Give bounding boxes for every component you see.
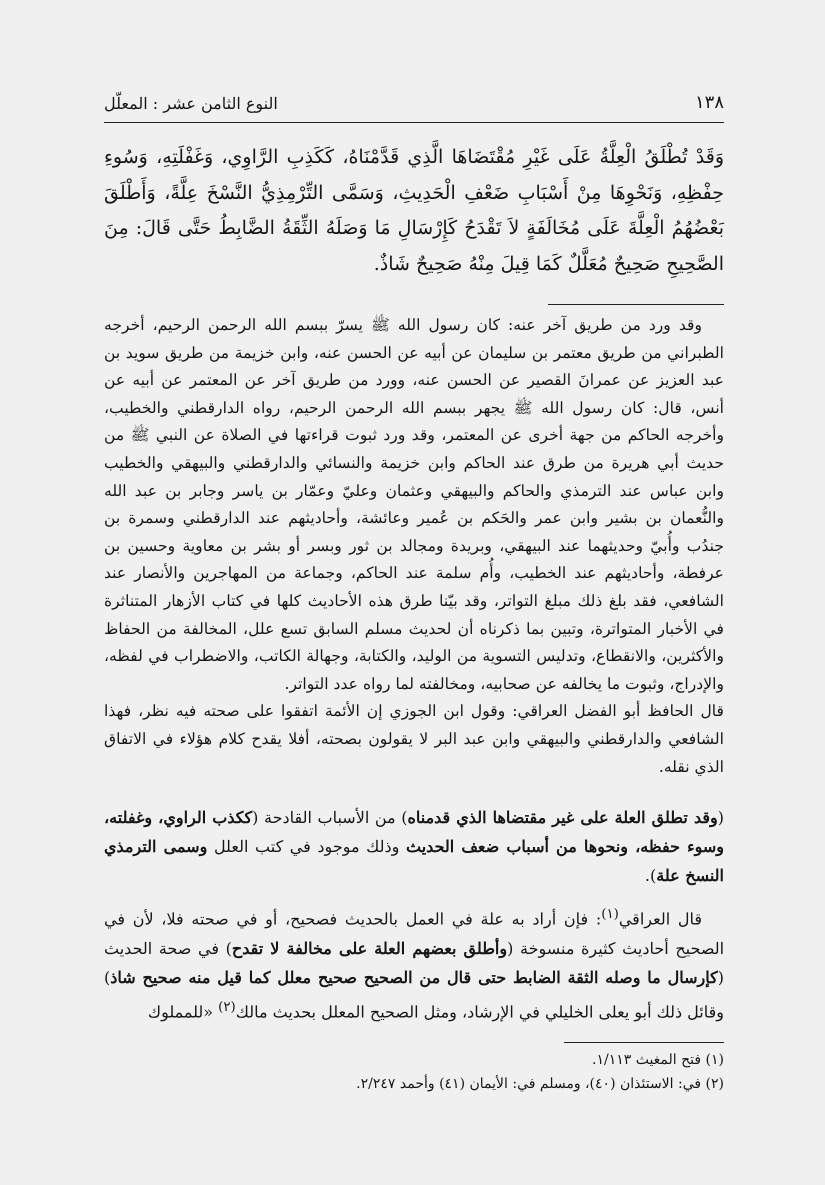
footnote: (١) فتح المغيث ١/١١٣. [592, 1052, 724, 1068]
quoted-text: وقد تطلق العلة على غير مقتضاها الذي قدمناه [407, 808, 718, 827]
commentary-paragraph-bold [104, 803, 724, 890]
text-run: وذلك موجود في كتب العلل [207, 837, 407, 856]
commentary-paragraph: قال الحافظ أبو الفضل العراقي: وقول ابن الجوزي إن الأئمة اتفقوا على صحته فيه نظر، فهذا الشافعي والدارقطني والبيهقي وابن عبد البر لا يقولون بصحته، أفلا يقدح كلام هؤلاء في الاتفاق الذي نقله. [104, 702, 724, 776]
page-header [104, 92, 724, 118]
footnote-ref[interactable]: (٢) [218, 999, 236, 1015]
footnote-ref[interactable]: (١) [601, 907, 619, 922]
text-run: : فإن أراد به علة في العمل بالحديث فصحيح، أو في صحته فلا، لأن في الصحيح أحاديث كثيرة منسوخة ( [104, 909, 725, 958]
main-text-block [104, 140, 724, 282]
quoted-text: ككذب الراوي، وغفلته، وسوء حفظه، ونحوها من أسباب ضعف الحديث [104, 808, 725, 856]
quoted-text: كإرسال ما وصله الثقة الضابط حتى قال من الصحيح صحيح معلل كما قيل منه صحيح شاذ [110, 968, 718, 988]
header-divider [104, 122, 724, 123]
commentary-block [104, 312, 724, 781]
paragraph-text [104, 803, 724, 890]
footnote-divider [564, 1042, 724, 1043]
text-run: ) في صحة الحديث ( [104, 938, 724, 988]
page-number: ١٣٨ [694, 92, 724, 113]
text-run: ( [717, 808, 725, 827]
commentary-paragraph-iraqi [104, 900, 724, 1027]
quoted-text: وسمى الترمذي النسخ علة [104, 837, 724, 885]
text-run: ) وقائل ذلك أبو يعلى الخليلي في الإرشاد، ومثل الصحيح المعلل بحديث مالك [104, 968, 724, 1022]
text-run: ). [644, 866, 657, 885]
main-text-divider [548, 304, 724, 305]
text-run: ) من الأسباب القادحة ( [252, 808, 408, 827]
footnotes [104, 1048, 724, 1096]
quoted-text: وأطلق بعضهم العلة على مخالفة لا تقدح [231, 938, 508, 958]
chapter-title: النوع الثامن عشر : المعلّل [104, 94, 278, 113]
paragraph-text [104, 900, 724, 1027]
text-run: «للمملوك [147, 1002, 219, 1022]
main-text: وَقَدْ تُطْلَقُ الْعِلَّةُ عَلَى غَيْرِ مُقْتَضَاهَا الَّذِي قَدَّمْنَاهُ، كَكَذِبِ الرَّاوِي، وَغَفْلَتِهِ، وَسُوءِ حِفْظِهِ، وَنَحْوِهَا مِنْ أَسْبَابِ ضَعْفِ الْحَدِيثِ، وَسَمَّى التِّرْمِذِيُّ النَّسْخَ عِلَّةً، وَأَطْلَقَ بَعْضُهُمُ الْعِلَّةَ عَلَى مُخَالَفَةٍ لاَ تَقْدَحُ كَإِرْسَالِ مَا وَصَلَهُ الثِّقَةُ الضَّابِطُ حَتَّى قَالَ: مِنَ الصَّحِيحِ صَحِيحٌ مُعَلَّلٌ كَمَا قِيلَ مِنْهُ صَحِيحٌ شَاذٌ. [104, 146, 724, 275]
footnote: (٢) في: الاستئذان (٤٠)، ومسلم في: الأيمان (٤١) وأحمد ٢/٢٤٧. [356, 1076, 724, 1092]
commentary-paragraph: وقد ورد من طريق آخر عنه: كان رسول الله ﷺ يسرّ ببسم الله الرحمن الرحيم، أخرجه الطبراني من طريق معتمر بن سليمان عن أبيه عن الحسن عنه، وابن خزيمة من طريق سويد بن عبد العزيز عن عمرانَ القصير عن الحسن عنه، وورد من طريق آخر عن المعتمر عن أبيه عن أنس، قال: كان رسول الله ﷺ يجهر ببسم الله الرحمن الرحيم، رواه الدارقطني والخطيب، وأخرجه الحاكم من جهة أخرى عن المعتمر، وقد ورد ثبوت قراءتها في الصلاة عن النبي ﷺ من حديث أبي هريرة من طرق عند الحاكم وابن خزيمة والنسائي والدارقطني والبيهقي والخطيب وابن عباس عند الترمذي والحاكم والبيهقي وعثمان وعليّ وعمّار بن ياسر وجابر بن عبد الله والنُّعمان بن بشير وابن عمر والحَكم بن عُمير وعائشة، وأحاديثهم عند الدارقطني وسمرة بن جندُب وأُبيّ وحديثهما عند البيهقي، وبريدة ومجالد بن ثور وبسر أو بشر بن معاوية وحسين بن عرفطة، وأحاديثهم عند الخطيب، وأُم سلمة عند الحاكم، وجماعة من المهاجرين والأنصار عند الشافعي، فقد بلغ ذلك مبلغ التواتر، وقد بيّنا طرق هذه الأحاديث كلها في كتاب الأزهار المتناثرة في الأخبار المتواترة، وتبين بما ذكرناه أن لحديث مسلم السابق تسع علل، المخالفة من الحفاظ والأكثرين، والانقطاع، وتدليس التسوية من الوليد، والكتابة، وجهالة الكاتب، والاضطراب في لفظه، والإدراج، وثبوت ما يخالفه عن صحابيه، ومخالفته لما رواه عدد التواتر. [104, 316, 724, 693]
text-run: قال العراقي [618, 909, 703, 929]
